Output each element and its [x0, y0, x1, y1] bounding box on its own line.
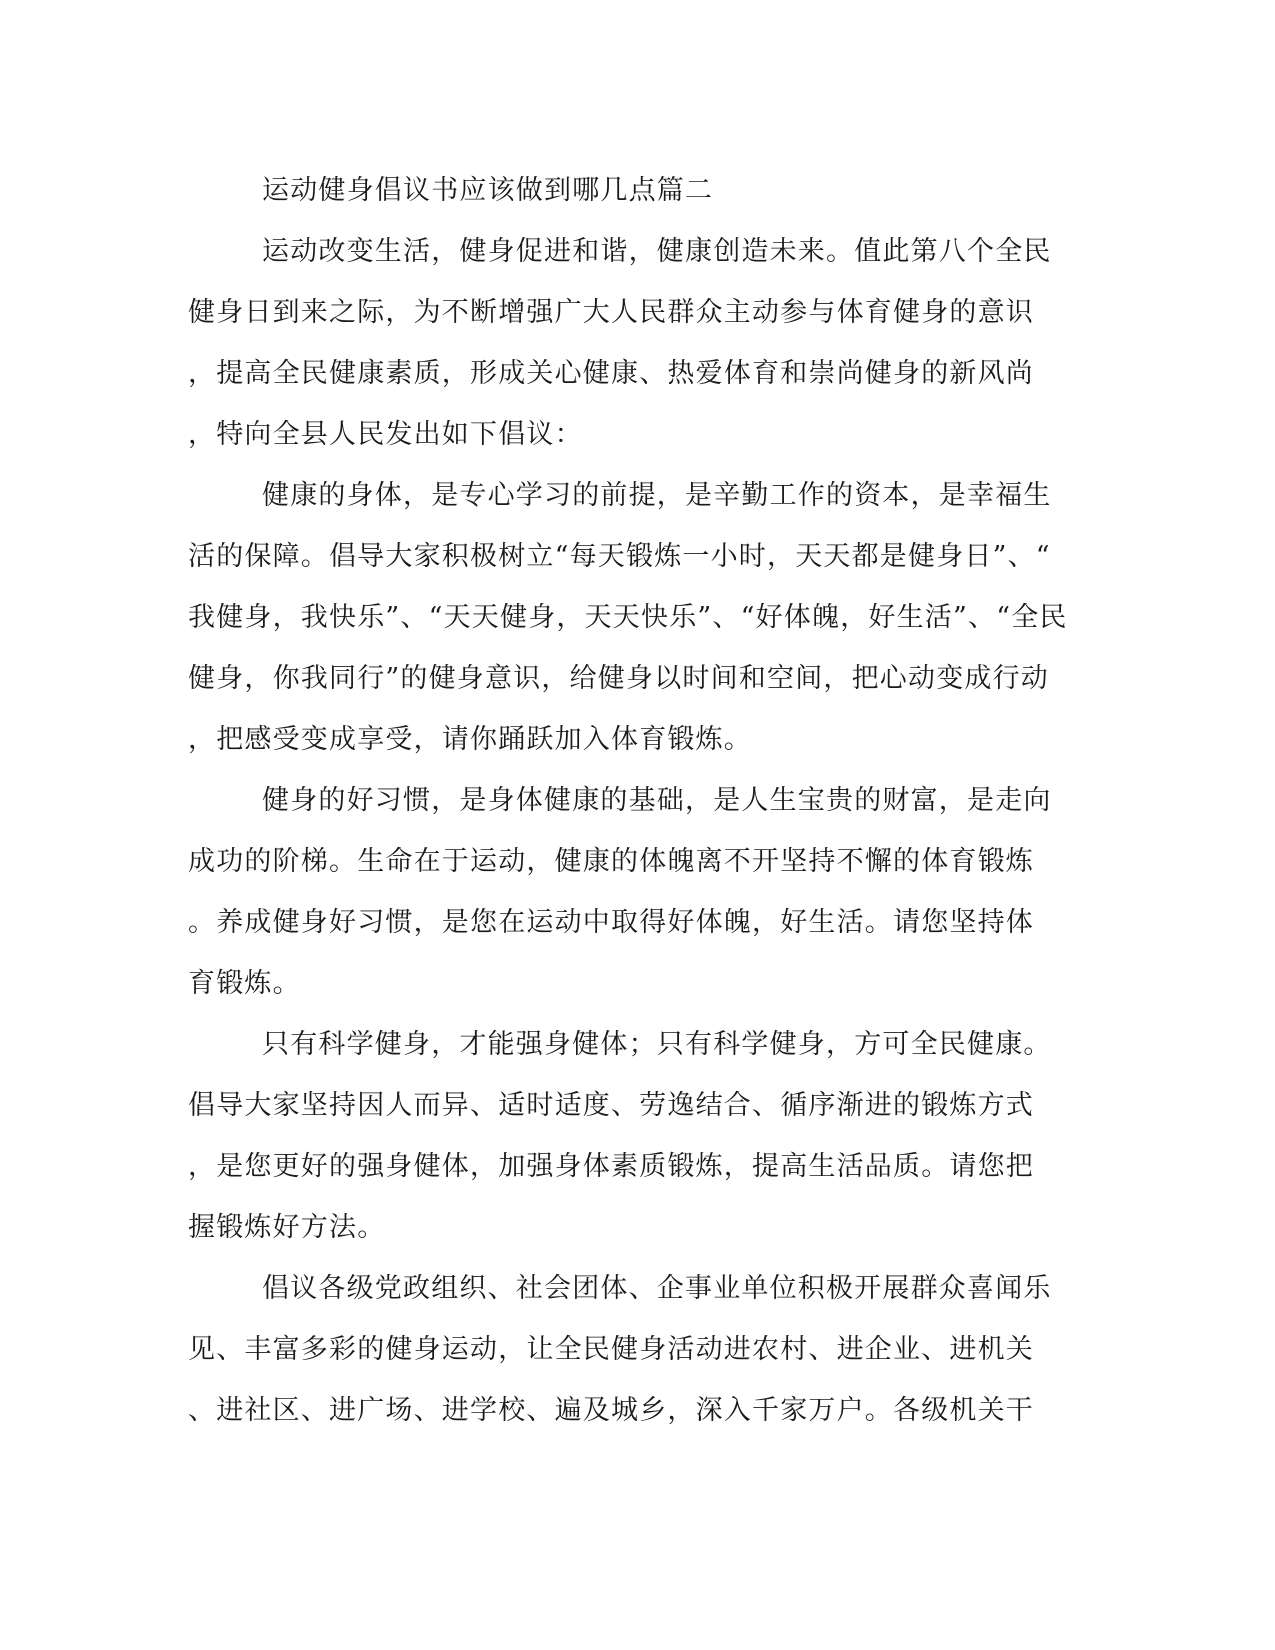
text-line: 我健身，我快乐”、“天天健身，天天快乐”、“好体魄，好生活”、“全民 [188, 602, 1068, 633]
text-line: 活的保障。倡导大家积极树立“每天锻炼一小时，天天都是健身日”、“ [188, 541, 1051, 572]
text-line: 健身的好习惯，是身体健康的基础，是人生宝贵的财富，是走向 [262, 785, 1052, 816]
text-line: ，特向全县人民发出如下倡议： [188, 419, 583, 450]
document-body [188, 160, 1078, 1441]
text-line: 见、丰富多彩的健身运动，让全民健身活动进农村、进企业、进机关 [188, 1334, 1034, 1365]
paragraph-lines [188, 221, 1078, 1441]
text-line: 握锻炼好方法。 [188, 1212, 386, 1243]
text-line: ，是您更好的强身健体，加强身体素质锻炼，提高生活品质。请您把 [188, 1151, 1034, 1182]
text-line: 育锻炼。 [188, 968, 301, 999]
text-line: 健康的身体，是专心学习的前提，是辛勤工作的资本，是幸福生 [262, 480, 1052, 511]
text-line: 运动改变生活，健身促进和谐，健康创造未来。值此第八个全民 [262, 236, 1052, 267]
text-line: 只有科学健身，才能强身健体；只有科学健身，方可全民健康。 [262, 1029, 1052, 1060]
text-line: 、进社区、进广场、进学校、遍及城乡，深入千家万户。各级机关干 [188, 1395, 1034, 1426]
text-line: ，把感受变成享受，请你踊跃加入体育锻炼。 [188, 724, 752, 755]
document-title: 运动健身倡议书应该做到哪几点篇二 [262, 175, 714, 206]
text-line: 。养成健身好习惯，是您在运动中取得好体魄，好生活。请您坚持体 [188, 907, 1034, 938]
text-line: 倡导大家坚持因人而异、适时适度、劳逸结合、循序渐进的锻炼方式 [188, 1090, 1034, 1121]
text-line: 健身日到来之际，为不断增强广大人民群众主动参与体育健身的意识 [188, 297, 1034, 328]
text-line: 成功的阶梯。生命在于运动，健康的体魄离不开坚持不懈的体育锻炼 [188, 846, 1034, 877]
text-line: 健身，你我同行”的健身意识，给健身以时间和空间，把心动变成行动 [188, 663, 1050, 694]
text-line: ，提高全民健康素质，形成关心健康、热爱体育和崇尚健身的新风尚 [188, 358, 1034, 389]
text-line: 倡议各级党政组织、社会团体、企事业单位积极开展群众喜闻乐 [262, 1273, 1052, 1304]
